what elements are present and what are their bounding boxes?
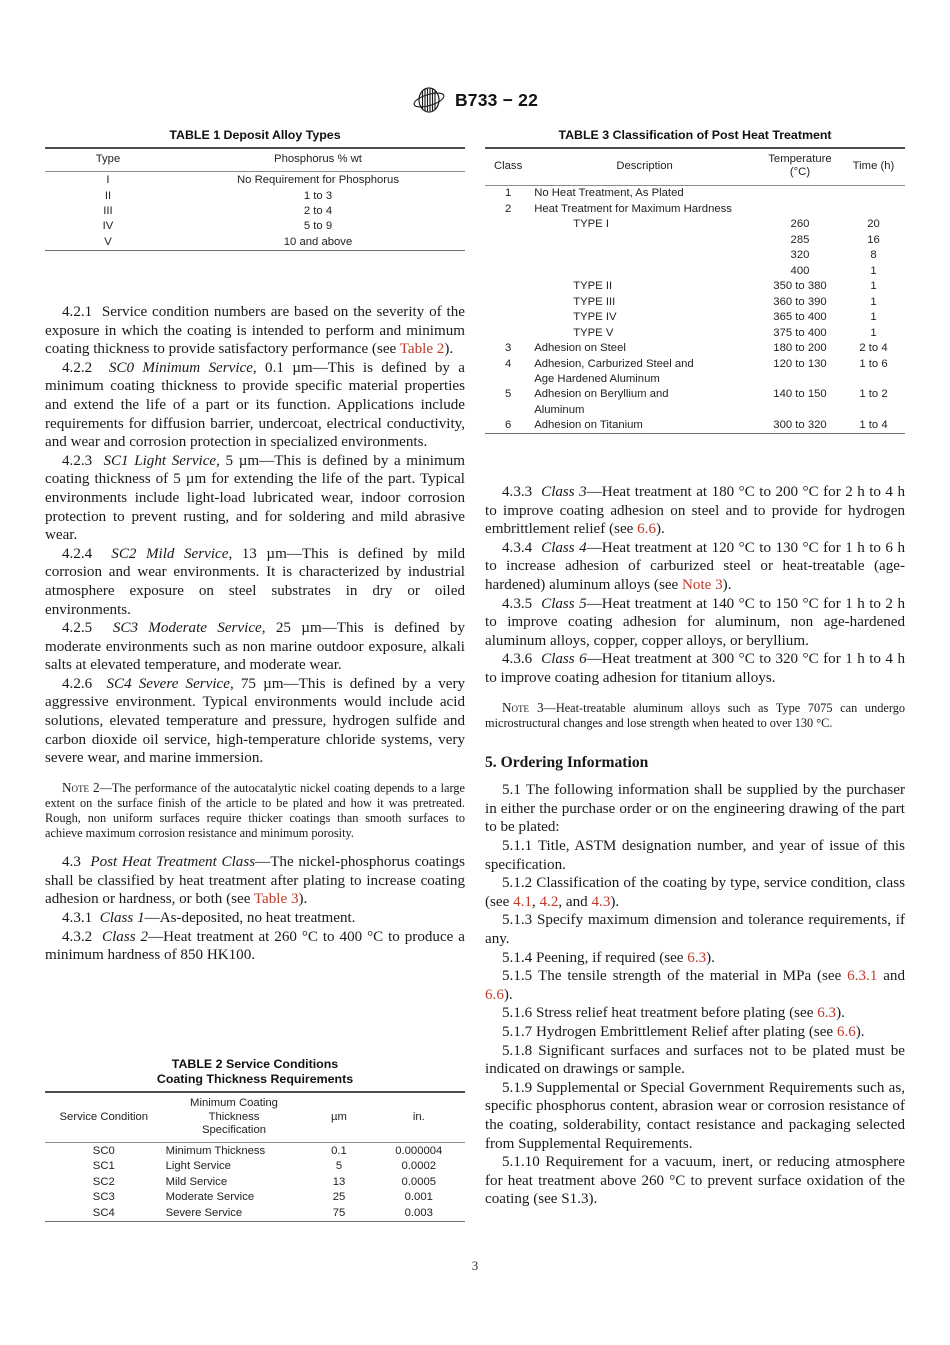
para-text: —Heat treatment at 140 °C to 150 °C for 1 h to 2 h to improve coating adhesion for aluminum, non age-hardened aluminum alloys, copper, copper alloys, or beryllium. [485,595,905,649]
table-1-type: IV [102,220,114,233]
para-text: —Heat treatment at 180 °C to 200 °C for 2 h to 4 h to improve coating adhesion on steel and to provide for hydrogen embrittlement relief (see [485,484,905,538]
table-2-service-condition: SC1 [92,1160,115,1173]
para-text: ). [706,949,715,966]
table-3-temperature [758,402,842,417]
para-text: Supplemental or Special Government Requirements such as, specific phosphorus content, abrasion wear or corrosion resistance of the coating, solderability, contact resistance and packaging selected from Supplemental Requirements. [485,1079,905,1152]
para-text: Requirement for a vacuum, inert, or reducing atmosphere for heat treatment above 260 °C to prevent surface oxidation of the coating (see S1.3). [485,1154,905,1208]
para-number: 5.1.2 [502,875,533,892]
para-number: 4.3 [62,854,81,871]
table-row [485,185,905,201]
table-3-description [531,232,758,247]
para-number: 5.1.1 [502,838,533,855]
para-text: ). [444,341,454,358]
table-3-description: Adhesion on Beryllium and [534,388,669,401]
table-row [485,340,905,355]
page-number: 3 [471,1258,479,1273]
paragraph-5-1-8 [485,1042,905,1079]
table-1-phosphorus: 10 and above [283,235,353,248]
para-text: The tensile strength of the material in MPa (see [538,968,848,985]
paragraph-5-1 [485,781,905,837]
para-number: 4.2.5 [62,620,93,637]
table-3-class: 3 [504,342,512,355]
table-1-type: V [104,235,112,248]
table-2-header-line1: Minimum Coating [190,1097,278,1110]
para-term: Class 2 [102,928,149,945]
para-text: Hydrogen Embrittlement Relief after plating (see [535,1023,837,1040]
para-term: SC1 Light Service [103,452,217,469]
note-3 [485,700,905,731]
para-number: 4.3.6 [502,651,533,668]
left-column-text [45,303,465,965]
para-number: 5.1.3 [502,912,533,929]
table-2-service-condition: SC2 [92,1175,115,1188]
table-3-description [531,248,758,263]
table-3-temperature: 400 [790,264,810,277]
para-term: Class 1 [99,909,145,926]
para-number: 5.1.9 [502,1079,533,1096]
para-text: —Heat treatment at 300 °C to 320 °C for 1 h to 4 h to improve coating adhesion for titanium alloys. [485,651,905,686]
table-3-header-class: Class [493,159,523,172]
table-2-service-conditions [45,1057,465,1222]
link-table-3[interactable]: Table 3 [253,891,299,908]
table-3-description: TYPE V [573,326,614,339]
table-3-temperature [758,201,842,216]
table-1-phosphorus: 2 to 4 [303,204,333,217]
table-3-time [842,371,905,386]
table-3-description: TYPE I [573,218,609,231]
table-2-in: 0.000004 [395,1144,443,1157]
section-5-heading: 5. Ordering Information [485,753,649,771]
table-row [485,294,905,309]
table-1-header-phosphorus: Phosphorus % wt [274,153,362,166]
para-text: —Heat treatment at 120 °C to 130 °C for 1 h to 6 h to increase adhesion of carburized steel or heat-treatable (age-hardened) aluminum alloys (see [485,539,905,593]
table-2-spec: Severe Service [165,1206,243,1219]
link-table-2[interactable]: Table 2 [399,341,445,358]
table-3-description: Age Hardened Aluminum [534,373,660,385]
table-3-time: 1 to 2 [859,388,888,401]
table-3-temperature: 350 to 380 [773,280,827,293]
paragraph-5-1-1 [485,837,905,874]
paragraph-5-1-7 [485,1023,905,1042]
para-text: and [877,968,905,985]
para-number: 5.1 [502,782,521,799]
paragraph-4-2-1 [45,303,465,359]
document-designation: B733 − 22 [454,89,539,110]
table-3-temperature: 260 [790,218,810,231]
para-term: SC4 Severe Service [106,675,230,692]
para-number: 5.1.7 [502,1023,533,1040]
table-3-time: 1 [870,264,877,277]
table-row [45,1143,465,1159]
table-2-header-line2: Thickness [208,1110,260,1123]
para-number: 4.2.2 [62,359,93,376]
table-3-temperature: 120 to 130 [773,357,827,370]
table-3-description: Heat Treatment for Maximum Hardness [534,202,732,215]
para-text: Classification of the coating by type, service condition, class (see [485,875,905,910]
table-3-time: 20 [867,218,880,231]
table-2-header-service-condition: Service Condition [59,1110,149,1123]
astm-logo-icon [412,86,446,114]
table-3-description: Aluminum [534,403,585,416]
para-text: ). [855,1023,865,1040]
table-row [485,371,905,386]
para-text: ). [298,891,308,908]
table-3-class: 2 [504,202,512,215]
table-2 [45,1091,465,1221]
table-3-description [531,263,758,278]
table-3-class [485,402,531,417]
para-term: Class 3 [541,484,587,500]
table-3-class [485,371,531,386]
paragraph-5-1-4 [485,949,905,968]
table-3-temperature: 300 to 320 [773,419,827,432]
table-1-phosphorus: No Requirement for Phosphorus [236,174,399,187]
table-row [485,418,905,434]
table-3-description: No Heat Treatment, As Plated [534,187,684,200]
note-text: —The performance of the autocatalytic nickel coating depends to a large extent on the surface finish of the article to be plated and how it was pretreated. Rough, non uniform surfaces require thicker coatings than smooth surfaces to achieve maximum corrosion resistance and minimum porosity. [45,780,465,841]
table-2-um: 0.1 [331,1144,347,1157]
table-2-um: 5 [335,1160,343,1173]
paragraph-5-1-2 [485,874,905,911]
link-4-3[interactable]: 4.3 [591,893,611,910]
para-number: 4.3.2 [62,928,93,945]
paragraph-4-3-6 [485,650,905,687]
table-2-in: 0.0005 [401,1175,437,1188]
table-3 [485,147,905,434]
paragraph-5-1-9 [485,1079,905,1153]
paragraph-4-2-6 [45,675,465,768]
link-4-1[interactable]: 4.1 [513,893,532,910]
table-1-type: II [104,189,112,202]
para-number: 5.1.5 [502,968,533,985]
para-number: 5.1.6 [502,1005,533,1022]
table-3-time: 1 [870,280,877,293]
para-text: —As-deposited, no heat treatment. [144,909,356,926]
table-3-header-temperature-line2: (°C) [789,166,811,179]
para-term: SC0 Minimum Service [108,359,253,376]
table-row [485,201,905,216]
table-row [485,232,905,247]
table-3-header-time: Time (h) [852,159,895,172]
para-text: The following information shall be supplied by the purchaser in either the purchase order or on the engineering drawing of the part to be plated: [485,782,905,836]
table-2-in: 0.001 [404,1191,433,1204]
table-1 [45,147,465,251]
table-3-class: 1 [504,187,512,200]
link-6-6[interactable]: 6.6 [485,986,504,1003]
link-6-6[interactable]: 6.6 [836,1023,856,1040]
table-3-time: 16 [867,233,880,246]
table-2-service-condition: SC3 [92,1191,115,1204]
table-3-time [842,201,905,216]
para-number: 4.3.3 [502,484,533,500]
table-3-body [485,185,905,434]
page-header [0,86,950,119]
table-3-time: 1 to 4 [859,419,888,432]
paragraph-4-2-3 [45,452,465,545]
paragraph-4-2-5 [45,619,465,675]
table-3-description: Adhesion on Steel [534,342,626,355]
table-1-phosphorus: 5 to 9 [303,220,333,233]
table-3-temperature: 320 [790,249,810,262]
para-term: Class 5 [541,595,587,612]
table-3-temperature: 140 to 150 [773,388,827,401]
table-2-in: 0.0002 [401,1160,437,1173]
table-3-class [485,263,531,278]
note-text: —Heat-treatable aluminum alloys such as Type 7075 can undergo microstructural changes and lose strength when heated to over 130 °C. [485,700,905,730]
link-6-3-1[interactable]: 6.3.1 [847,968,878,985]
table-3-temperature: 180 to 200 [773,342,827,355]
paragraph-4-3-3 [485,483,905,539]
table-3-class [485,294,531,309]
table-1-body [45,172,465,251]
para-number: 4.2.3 [62,452,93,469]
table-3-time: 1 [870,295,877,308]
table-row [485,325,905,340]
table-row [485,279,905,294]
table-3-temperature: 365 to 400 [773,311,827,324]
table-2-caption-line1: TABLE 2 Service Conditions [171,1057,339,1071]
paragraph-5-1-10 [485,1153,905,1209]
table-2-body [45,1143,465,1222]
para-number: 4.2.6 [62,675,93,692]
table-3-temperature: 360 to 390 [773,295,827,308]
table-3-temperature [758,185,842,201]
right-column-text [485,483,905,1209]
link-6-6[interactable]: 6.6 [637,521,656,538]
para-text: ). [836,1005,845,1022]
table-3-class [485,325,531,340]
table-3-time: 1 to 6 [859,357,888,370]
table-3-header-temperature [758,148,842,185]
table-2-spec: Minimum Thickness [165,1144,266,1157]
para-text: Service condition numbers are based on the severity of the exposure in which the coating is intended to perform and minimum coating thickness to provide satisfactory performance (see [45,304,465,358]
paragraph-5-1-6 [485,1004,905,1023]
table-3-temperature: 375 to 400 [773,326,827,339]
paragraph-5-1-3 [485,911,905,948]
para-number: 5.1.8 [502,1042,533,1059]
table-row [45,234,465,250]
table-1-bottom-rule [45,250,465,251]
table-2-service-condition: SC0 [92,1144,115,1157]
paragraph-4-2-2 [45,359,465,452]
table-3-post-heat-treatment [485,128,905,434]
table-3-caption: TABLE 3 Classification of Post Heat Treatment [558,128,832,142]
paragraph-4-3 [45,853,465,909]
table-2-header-thickness-spec [163,1092,306,1142]
table-2-caption [45,1057,465,1087]
para-text: —The nickel-phosphorus coatings shall be classified by heat treatment after plating to increase coating adhesion or hardness, or both (see [45,854,465,908]
para-text: ). [722,576,732,593]
table-row [45,1174,465,1189]
para-number: 5.1.4 [502,949,533,966]
note-label: Note 2 [62,779,100,795]
table-2-um: 75 [332,1206,346,1219]
table-row [485,263,905,278]
table-2-spec: Mild Service [165,1175,228,1188]
table-row [45,1205,465,1221]
para-text: ). [503,986,513,1003]
table-2-header-inches: in. [412,1110,425,1123]
table-3-class: 4 [504,357,512,370]
table-row [45,203,465,218]
table-3-class [485,279,531,294]
para-number: 4.2.4 [62,545,93,562]
table-2-um: 25 [332,1191,346,1204]
table-2-bottom-rule [45,1221,465,1222]
para-text: , 0.1 µm—This is defined by a minimum coating thickness to provide specific material properties and extend the life of a part or its function. Applications include requirements for diffusion barrier, undercoat, electrical conductivity, and wear and corrosion protection in specialized environments. [45,359,465,451]
table-2-header-micrometers: µm [331,1110,347,1123]
table-row [485,310,905,325]
para-text: Title, ASTM designation number, and year of issue of this specification. [485,838,905,873]
table-3-description: TYPE II [573,280,613,293]
table-row [45,1159,465,1174]
table-row [485,217,905,232]
para-number: 5.1.10 [502,1154,540,1171]
table-1-type: I [106,174,110,187]
para-text: , 5 µm—This is defined by a minimum coating thickness of 5 µm for extending the life of the part. Typical environments include light-load lubricated wear, indoor corrosion protection to prevent rusting, and for soldering and mild abrasive wear. [45,452,466,544]
table-1-header-type: Type [95,153,121,166]
para-text: Significant surfaces and surfaces not to be plated must be indicated on drawings or sample. [485,1042,905,1078]
table-3-temperature: 285 [790,233,810,246]
para-text: ). [610,893,620,910]
table-row [45,219,465,234]
para-text: Stress relief heat treatment before plating (see [535,1005,818,1022]
table-2-spec: Light Service [165,1160,231,1173]
link-6-3[interactable]: 6.3 [687,949,707,966]
note-2 [45,780,465,841]
table-row [485,356,905,371]
para-term: SC2 Mild Service [111,545,229,562]
table-3-class: 5 [504,388,512,401]
para-text: , 13 µm—This is defined by mild corrosion and wear environments. It is characterized by industrial atmosphere exposure on steel substrates in dry or oiled environments. [45,545,465,618]
table-3-bottom-rule [485,434,905,435]
table-3-time: 1 [870,326,877,339]
paragraph-5-1-5 [485,967,905,1004]
link-6-3[interactable]: 6.3 [817,1005,837,1022]
table-3-time [842,402,905,417]
table-3-header-temperature-line1: Temperature [768,153,832,166]
table-2-header-line3: Specification [201,1123,267,1136]
table-1-phosphorus: 1 to 3 [303,189,333,202]
table-3-description: TYPE III [573,295,616,308]
table-2-service-condition: SC4 [92,1206,115,1219]
table-3-description: Adhesion on Titanium [534,419,643,432]
table-2-in: 0.003 [404,1206,433,1219]
table-2-spec: Moderate Service [165,1191,255,1204]
link-note-3[interactable]: Note 3 [682,576,723,593]
paragraph-4-3-5 [485,595,905,651]
table-3-class [485,232,531,247]
table-row [45,172,465,188]
table-3-time: 1 [870,311,877,324]
para-number: 4.3.1 [62,909,93,926]
table-2-um: 13 [332,1175,346,1188]
note-label: Note 3 [502,699,544,715]
para-term: Class 4 [541,539,587,556]
table-3-header-description: Description [616,159,673,172]
para-text: , and [558,893,592,910]
table-3-time: 8 [870,249,877,262]
paragraph-4-3-2 [45,928,465,965]
table-3-class [485,248,531,263]
table-3-temperature [758,371,842,386]
para-number: 4.3.4 [502,539,533,556]
para-text: —Heat treatment at 260 °C to 400 °C to produce a minimum hardness of 850 HK100. [45,928,465,964]
para-text: Specify maximum dimension and tolerance requirements, if any. [485,912,905,947]
table-row [485,248,905,263]
table-3-description: Adhesion, Carburized Steel and [534,357,694,370]
table-1-type: III [103,204,113,217]
table-3-class: 6 [504,419,512,432]
para-number: 4.3.5 [502,595,533,612]
table-1-caption: TABLE 1 Deposit Alloy Types [169,128,341,142]
table-row [485,387,905,402]
para-term: SC3 Moderate Service [112,620,262,637]
paragraph-4-3-1 [45,909,465,928]
table-1-deposit-alloy-types [45,128,465,251]
table-row [45,188,465,203]
para-text: ). [656,521,665,538]
table-row [45,1190,465,1205]
para-text: , 75 µm—This is defined by a very aggressive environment. Typical environments would include acid solutions, elevated temperature and pressure, hydrogen sulfide and carbon dioxide oil service, high-temperature chloride systems, very severe wear, and marine immersion. [45,675,466,767]
table-3-description: TYPE IV [573,311,617,324]
table-row [485,402,905,417]
paragraph-4-2-4 [45,545,465,619]
para-term: Class 6 [541,651,587,668]
table-3-time [842,185,905,201]
para-term: Post Heat Treatment Class [90,854,256,871]
para-text: , [531,893,540,910]
para-text: Peening, if required (see [535,949,688,966]
table-3-time: 2 to 4 [859,342,888,355]
para-text: , 25 µm—This is defined by moderate environments such as non marine outdoor exposure, alkali salts at elevated temperature, and moderate wear. [45,620,465,674]
link-4-2[interactable]: 4.2 [539,893,559,910]
table-3-class [485,217,531,232]
table-3-class [485,310,531,325]
para-number: 4.2.1 [62,304,93,320]
paragraph-4-3-4 [485,539,905,595]
table-2-caption-line2: Coating Thickness Requirements [156,1072,354,1087]
